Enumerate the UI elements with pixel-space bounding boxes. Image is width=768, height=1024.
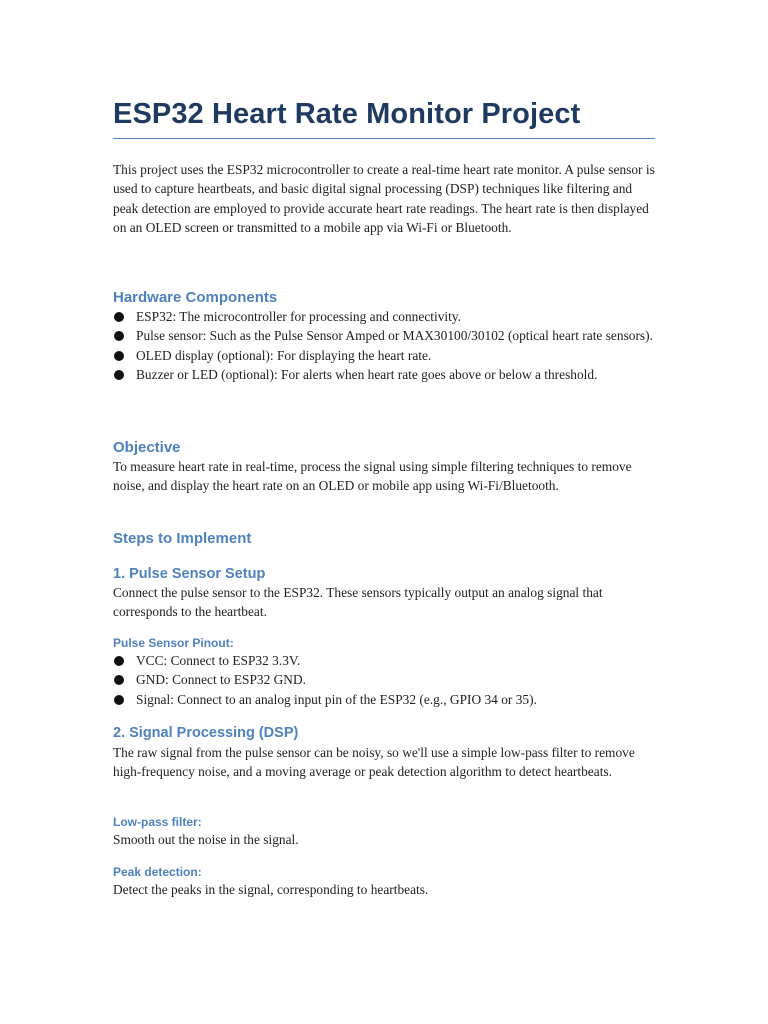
objective-heading: Objective (113, 439, 181, 456)
step2-heading: 2. Signal Processing (DSP) (113, 725, 299, 741)
bullet-icon (114, 675, 124, 685)
list-item: Buzzer or LED (optional): For alerts when heart rate goes above or below a threshold. (113, 365, 655, 384)
list-item: VCC: Connect to ESP32 3.3V. (113, 651, 655, 670)
bullet-icon (114, 331, 124, 341)
bullet-icon (114, 695, 124, 705)
list-item: Signal: Connect to an analog input pin of the ESP32 (e.g., GPIO 34 or 35). (113, 690, 655, 709)
list-item: OLED display (optional): For displaying the heart rate. (113, 346, 655, 365)
bullet-icon (114, 656, 124, 666)
hardware-heading: Hardware Components (113, 289, 278, 306)
pinout-heading: Pulse Sensor Pinout: (113, 636, 234, 650)
intro-paragraph: This project uses the ESP32 microcontroller to create a real-time heart rate monitor. A pulse sensor is used to capture heartbeats, and basic digital signal processing (DSP) techniques like filtering and peak detection are employed to provide accurate heart rate readings. The heart rate is then displayed on an OLED screen or transmitted to a mobile app via Wi-Fi or Bluetooth. (113, 162, 655, 235)
bullet-icon (114, 351, 124, 361)
list-item: GND: Connect to ESP32 GND. (113, 670, 655, 689)
steps-heading: Steps to Implement (113, 530, 252, 547)
document-page (113, 96, 655, 897)
bullet-icon (114, 312, 124, 322)
lowpass-paragraph: Smooth out the noise in the signal. (113, 832, 299, 847)
bullet-icon (114, 370, 124, 380)
hardware-list (113, 307, 655, 384)
peak-heading: Peak detection: (113, 865, 202, 879)
pinout-list (113, 651, 655, 709)
lowpass-heading: Low-pass filter: (113, 815, 202, 829)
page-title: ESP32 Heart Rate Monitor Project (113, 96, 655, 139)
objective-paragraph: To measure heart rate in real-time, process the signal using simple filtering techniques to remove noise, and display the heart rate on an OLED or mobile app using Wi-Fi/Bluetooth. (113, 459, 632, 494)
step1-paragraph: Connect the pulse sensor to the ESP32. These sensors typically output an analog signal that corresponds to the heartbeat. (113, 585, 603, 620)
step1-heading: 1. Pulse Sensor Setup (113, 566, 266, 582)
list-item: ESP32: The microcontroller for processing and connectivity. (113, 307, 655, 326)
peak-paragraph: Detect the peaks in the signal, corresponding to heartbeats. (113, 882, 429, 897)
step2-paragraph: The raw signal from the pulse sensor can be noisy, so we'll use a simple low-pass filter to remove high-frequency noise, and a moving average or peak detection algorithm to detect heartbeats. (113, 745, 635, 780)
list-item: Pulse sensor: Such as the Pulse Sensor Amped or MAX30100/30102 (optical heart rate sensors). (113, 326, 655, 345)
